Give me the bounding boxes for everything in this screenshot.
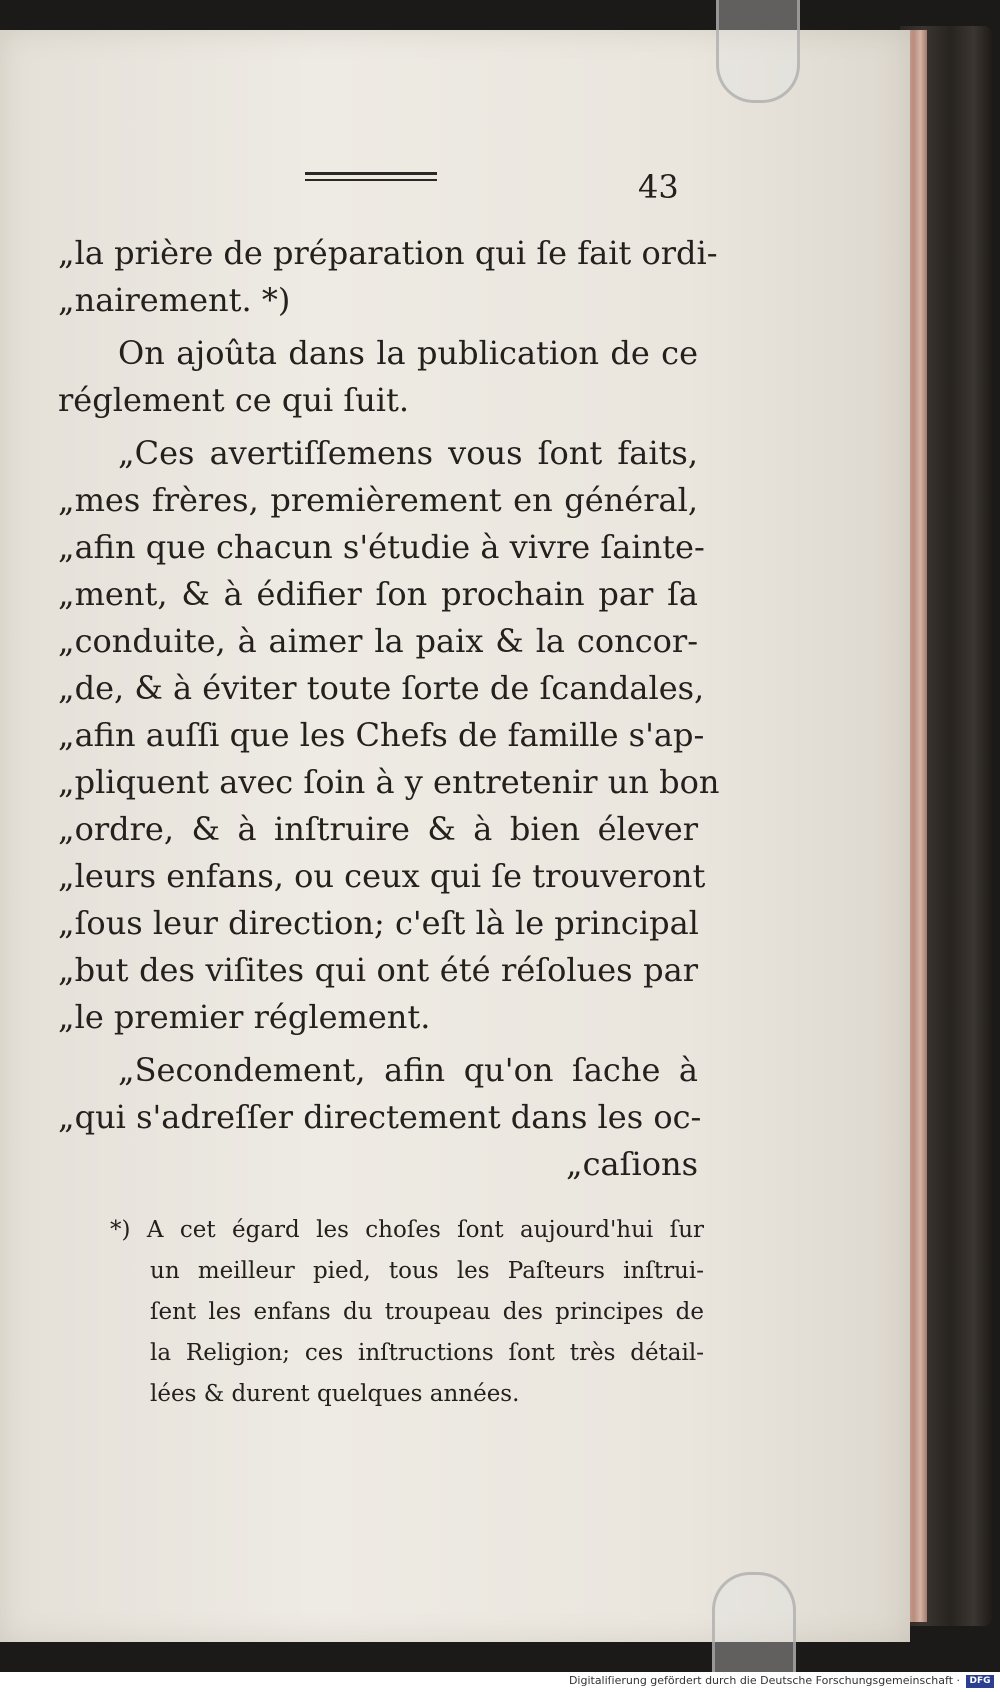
text-line: „le premier réglement. [58, 998, 431, 1036]
digitization-footer [0, 1672, 1000, 1692]
catchword: „caſions [566, 1145, 698, 1183]
text-line: „ſous leur direction; c'eſt là le principal [58, 904, 699, 942]
text-line: „Ces avertiſſemens vous ſont faits, [118, 434, 698, 472]
text-line: „ment, & à édifier ſon prochain par ſa [58, 575, 698, 613]
footnote-line: un meilleur pied, tous les Paſteurs inſtrui- [150, 1258, 704, 1284]
footnote-line: *) A cet égard les choſes ſont aujourd'hui ſur [110, 1217, 704, 1243]
header-rule [305, 172, 437, 181]
page-clip-bottom [712, 1572, 796, 1685]
text-line: „afin que chacun s'étudie à vivre ſainte- [58, 528, 705, 566]
text-line: „la prière de préparation qui ſe fait ordi- [58, 234, 718, 272]
text-line: „afin auſſi que les Chefs de famille s'ap- [58, 716, 705, 754]
text-line: réglement ce qui ſuit. [58, 381, 410, 419]
text-line: „pliquent avec ſoin à y entretenir un bon [58, 763, 720, 801]
text-line: „mes frères, premièrement en général, [58, 481, 698, 519]
footnote [110, 1210, 704, 1415]
text-line: „nairement. *) [58, 281, 291, 319]
text-line: „de, & à éviter toute ſorte de ſcandales, [58, 669, 705, 707]
text-line: „but des viſites qui ont été réſolues par [58, 951, 698, 989]
page-clip-top [716, 0, 800, 103]
text-line: „conduite, à aimer la paix & la concor- [58, 622, 698, 660]
text-line: „qui s'adreſſer directement dans les oc- [58, 1098, 702, 1136]
funding-credit: Digitaliſierung gefördert durch die Deutsche Forschungsgemeinschaft · [568, 1674, 960, 1687]
footnote-line: ſent les enfans du troupeau des principes de [150, 1299, 704, 1325]
page-number: 43 [638, 168, 679, 206]
footnote-line: la Religion; ces inſtructions ſont très détail- [150, 1340, 704, 1366]
text-line: „leurs enfans, ou ceux qui ſe trouveront [58, 857, 706, 895]
dfg-logo-icon: DFG [966, 1675, 994, 1688]
text-line: „Secondement, afin qu'on ſache à [118, 1051, 698, 1089]
text-line: „ordre, & à inſtruire & à bien élever [58, 810, 698, 848]
footnote-line: lées & durent quelques années. [150, 1381, 520, 1407]
text-line: On ajoûta dans la publication de ce [118, 334, 698, 372]
body-text [58, 230, 720, 1188]
